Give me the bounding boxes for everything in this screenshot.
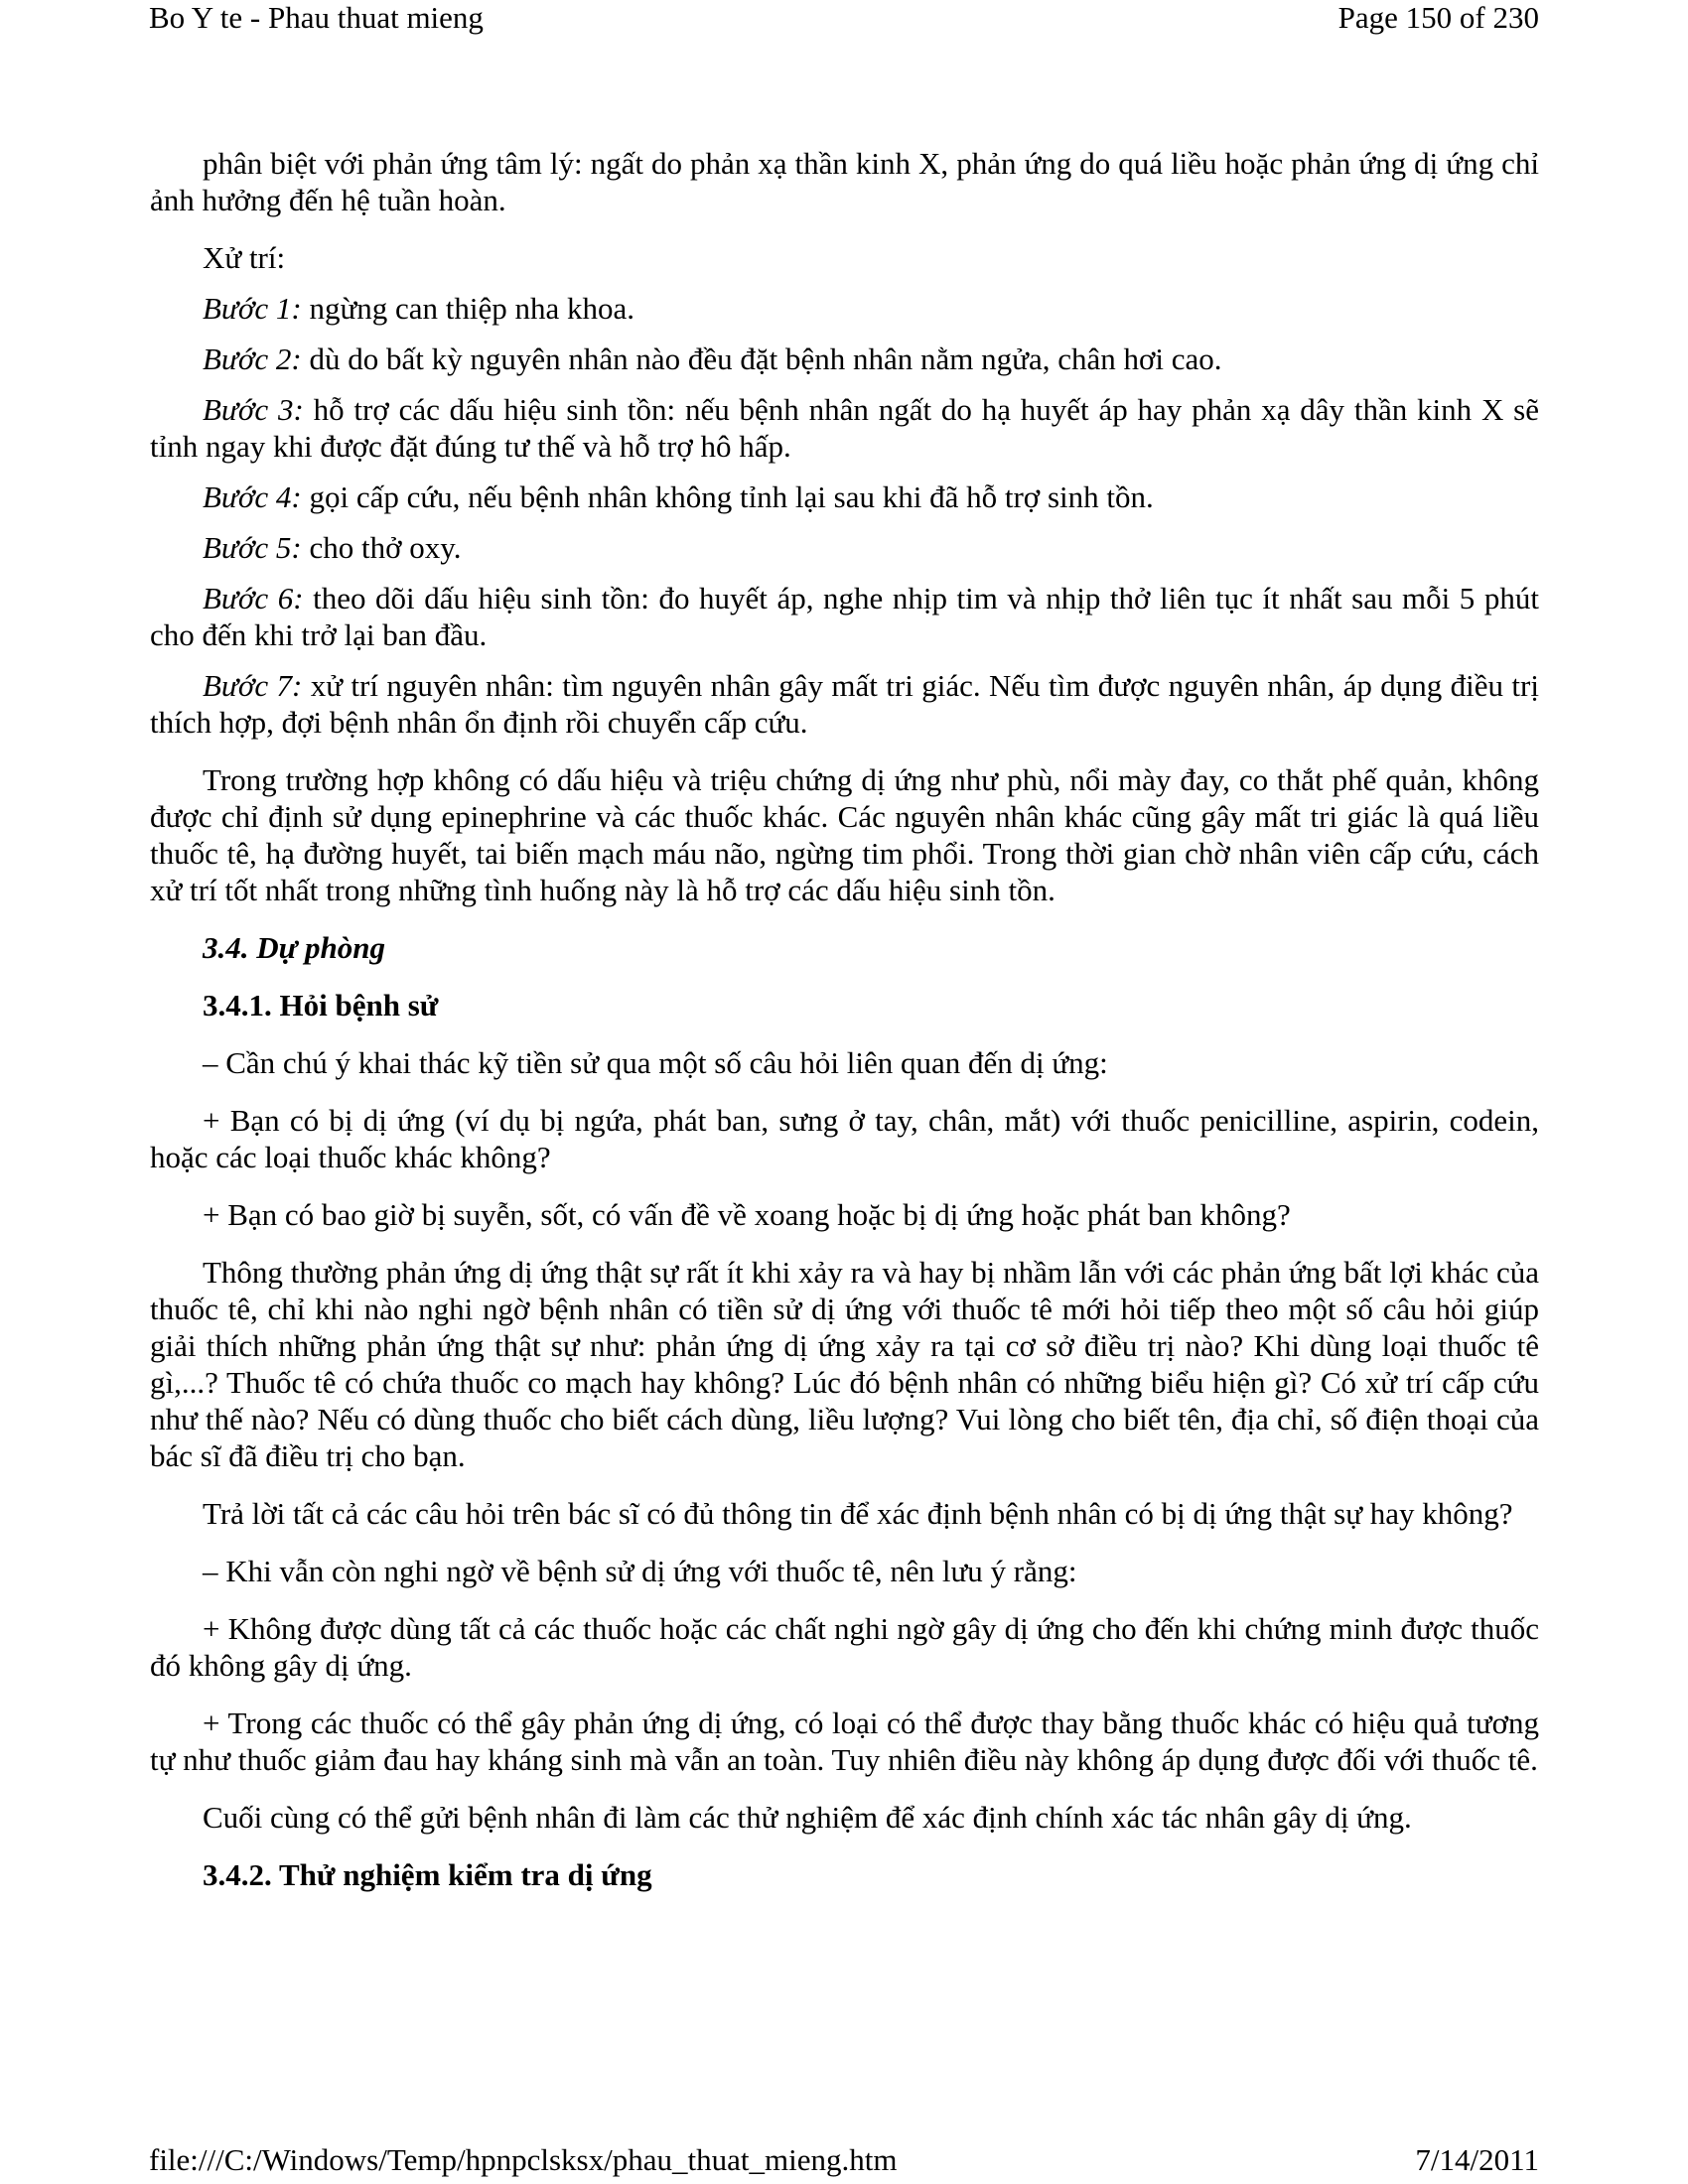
paragraph-xu-tri: Xử trí:: [203, 240, 286, 275]
step-4-text: gọi cấp cứu, nếu bệnh nhân không tỉnh lại sau khi đã hỗ trợ sinh tồn.: [301, 479, 1154, 514]
step-1-text: ngừng can thiệp nha khoa.: [301, 291, 635, 326]
paragraph-cuoi-cung: Cuối cùng có thể gửi bệnh nhân đi làm các thử nghiệm để xác định chính xác tác nhân gây dị ứng.: [203, 1800, 1412, 1835]
page-header: [149, 0, 1539, 40]
step-1-label: Bước 1:: [203, 291, 302, 326]
step-2: [150, 341, 1539, 377]
step-7-text: xử trí nguyên nhân: tìm nguyên nhân gây mất tri giác. Nếu tìm được nguyên nhân, áp dụng điều trị thích hợp, đợi bệnh nhân ổn định rồi chuyển cấp cứu.: [150, 668, 1539, 740]
step-7: [150, 667, 1539, 741]
step-3: [150, 391, 1539, 465]
section-heading-3-4: 3.4. Dự phòng: [203, 930, 385, 965]
step-6: [150, 580, 1539, 653]
paragraph-intro: phân biệt với phản ứng tâm lý: ngất do phản xạ thần kinh X, phản ứng do quá liều hoặc phản ứng dị ứng chỉ ảnh hưởng đến hệ tuần hoàn.: [150, 146, 1539, 217]
paragraph-tra-loi: Trả lời tất cả các câu hỏi trên bác sĩ có đủ thông tin để xác định bệnh nhân có bị dị ứng thật sự hay không?: [203, 1496, 1513, 1531]
document-title: Bo Y te - Phau thuat mieng: [149, 0, 484, 35]
paragraph-trong-cac: + Trong các thuốc có thể gây phản ứng dị ứng, có loại có thể được thay bằng thuốc khác có hiệu quả tương tự như thuốc giảm đau hay kháng sinh mà vẫn an toàn. Tuy nhiên điều này không áp dụng được đối với thuốc tê.: [150, 1706, 1539, 1777]
step-5-label: Bước 5:: [203, 530, 302, 565]
step-1: [150, 290, 1539, 327]
step-5: [150, 529, 1539, 566]
step-6-label: Bước 6:: [203, 581, 304, 615]
step-3-label: Bước 3:: [203, 392, 304, 427]
file-path: file:///C:/Windows/Temp/hpnpclsksx/phau_thuat_mieng.htm: [149, 2142, 898, 2177]
section-heading-3-4-1: 3.4.1. Hỏi bệnh sử: [203, 988, 439, 1023]
step-4: [150, 478, 1539, 515]
step-5-text: cho thở oxy.: [301, 530, 462, 565]
question-1: + Bạn có bị dị ứng (ví dụ bị ngứa, phát ban, sưng ở tay, chân, mắt) với thuốc penicilline, aspirin, codein, hoặc các loại thuốc khác không?: [150, 1103, 1539, 1174]
section-heading-3-4-2: 3.4.2. Thử nghiệm kiểm tra dị ứng: [203, 1857, 652, 1892]
page-number: Page 150 of 230: [1337, 0, 1539, 35]
paragraph-khi-van: – Khi vẫn còn nghi ngờ về bệnh sử dị ứng với thuốc tê, nên lưu ý rằng:: [203, 1554, 1077, 1588]
page-footer: [149, 2142, 1539, 2182]
paragraph-thong-thuong: Thông thường phản ứng dị ứng thật sự rất ít khi xảy ra và hay bị nhầm lẫn với các phản ứng bất lợi khác của thuốc tê, chỉ khi nào nghi ngờ bệnh nhân có tiền sử dị ứng với thuốc tê mới hỏi tiếp theo một số câu hỏi giúp giải thích những phản ứng thật sự như: phản ứng dị ứng xảy ra tại cơ sở điều trị nào? Khi dùng loại thuốc tê gì,...? Thuốc tê có chứa thuốc co mạch hay không? Lúc đó bệnh nhân có những biểu hiện gì? Có xử trí cấp cứu như thế nào? Nếu có dùng thuốc cho biết cách dùng, liều lượng? Vui lòng cho biết tên, địa chỉ, số điện thoại của bác sĩ đã điều trị cho bạn.: [150, 1255, 1539, 1473]
paragraph-truong-hop: Trong trường hợp không có dấu hiệu và triệu chứng dị ứng như phù, nổi mày đay, co thắt phế quản, không được chỉ định sử dụng epinephrine và các thuốc khác. Các nguyên nhân khác cũng gây mất tri giác là quá liều thuốc tê, hạ đường huyết, tai biến mạch máu não, ngừng tim phổi. Trong thời gian chờ nhân viên cấp cứu, cách xử trí tốt nhất trong những tình huống này là hỗ trợ các dấu hiệu sinh tồn.: [150, 762, 1539, 907]
step-6-text: theo dõi dấu hiệu sinh tồn: đo huyết áp, nghe nhịp tim và nhịp thở liên tục ít nhất sau mỗi 5 phút cho đến khi trở lại ban đầu.: [150, 581, 1539, 652]
paragraph-can-chu-y: – Cần chú ý khai thác kỹ tiền sử qua một số câu hỏi liên quan đến dị ứng:: [203, 1045, 1108, 1080]
step-3-text: hỗ trợ các dấu hiệu sinh tồn: nếu bệnh nhân ngất do hạ huyết áp hay phản xạ dây thần kinh X sẽ tỉnh ngay khi được đặt đúng tư thế và hỗ trợ hô hấp.: [150, 392, 1539, 464]
question-2: + Bạn có bao giờ bị suyễn, sốt, có vấn đề về xoang hoặc bị dị ứng hoặc phát ban không?: [203, 1197, 1291, 1232]
step-2-label: Bước 2:: [203, 341, 302, 376]
step-4-label: Bước 4:: [203, 479, 302, 514]
print-date: 7/14/2011: [1415, 2142, 1539, 2177]
page-content: [150, 145, 1539, 1914]
step-2-text: dù do bất kỳ nguyên nhân nào đều đặt bệnh nhân nằm ngửa, chân hơi cao.: [301, 341, 1222, 376]
step-7-label: Bước 7:: [203, 668, 303, 703]
paragraph-khong-duoc: + Không được dùng tất cả các thuốc hoặc các chất nghi ngờ gây dị ứng cho đến khi chứng minh được thuốc đó không gây dị ứng.: [150, 1611, 1539, 1683]
